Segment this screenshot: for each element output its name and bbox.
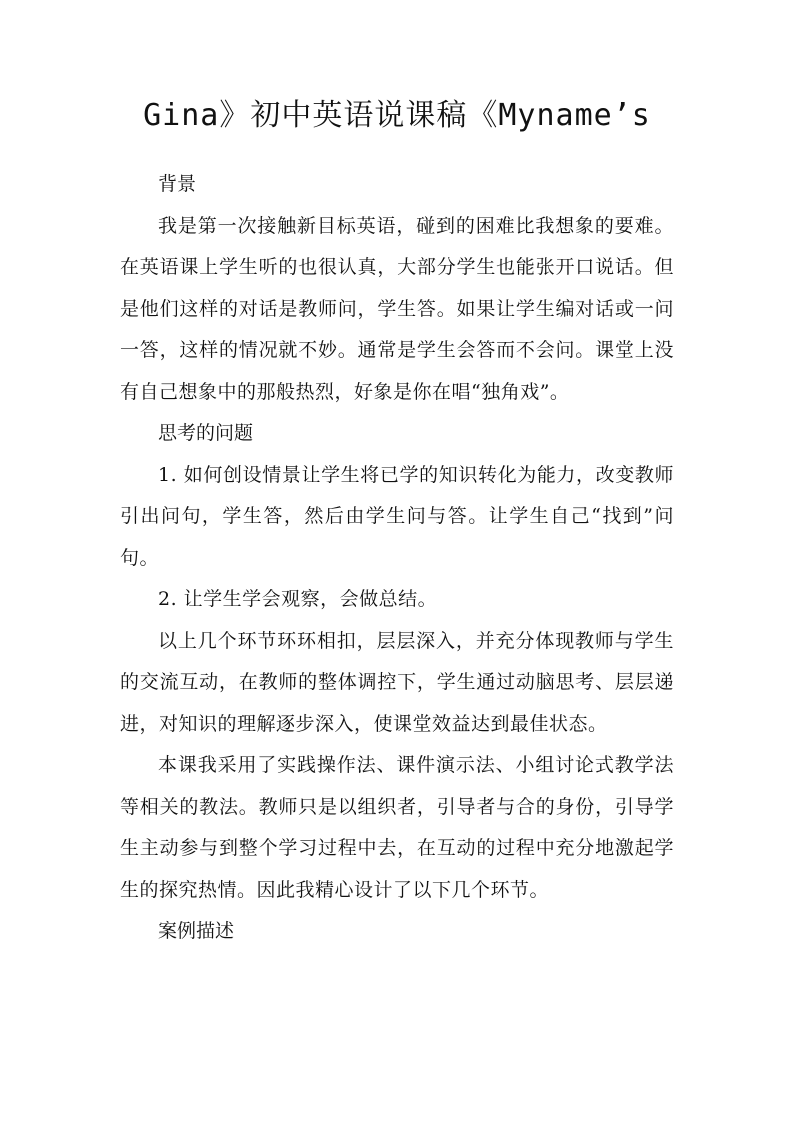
summary-paragraph: 以上几个环节环环相扣，层层深入，并充分体现教师与学生的交流互动，在教师的整体调控下，学生通过动脑思考、层层递进，对知识的理解逐步深入，使课堂效益达到最佳状态。 <box>120 629 674 735</box>
section-heading-background: 背景 <box>158 173 197 195</box>
question-item-1: 1. 如何创设情景让学生将已学的知识转化为能力，改变教师引出问句，学生答，然后由学生问与答。让学生自己“找到”问句。 <box>120 463 674 569</box>
section-heading-case: 案例描述 <box>158 920 235 942</box>
question-item-2: 2. 让学生学会观察，会做总结。 <box>158 588 438 610</box>
background-paragraph: 我是第一次接触新目标英语，碰到的困难比我想象的要难。在英语课上学生听的也很认真，大部分学生也能张开口说话。但是他们这样的对话是教师问，学生答。如果让学生编对话或一问一答，这样的情况就不妙。通常是学生会答而不会问。课堂上没有自己想象中的那般热烈，好象是你在唱“独角戏”。 <box>120 214 674 403</box>
section-heading-questions: 思考的问题 <box>158 422 254 444</box>
document-title: Gina》初中英语说课稿《Myname’s <box>143 98 651 133</box>
method-paragraph: 本课我采用了实践操作法、课件演示法、小组讨论式教学法等相关的教法。教师只是以组织者，引导者与合的身份，引导学生主动参与到整个学习过程中去，在互动的过程中充分地激起学生的探究热情。因此我精心设计了以下几个环节。 <box>120 754 674 901</box>
